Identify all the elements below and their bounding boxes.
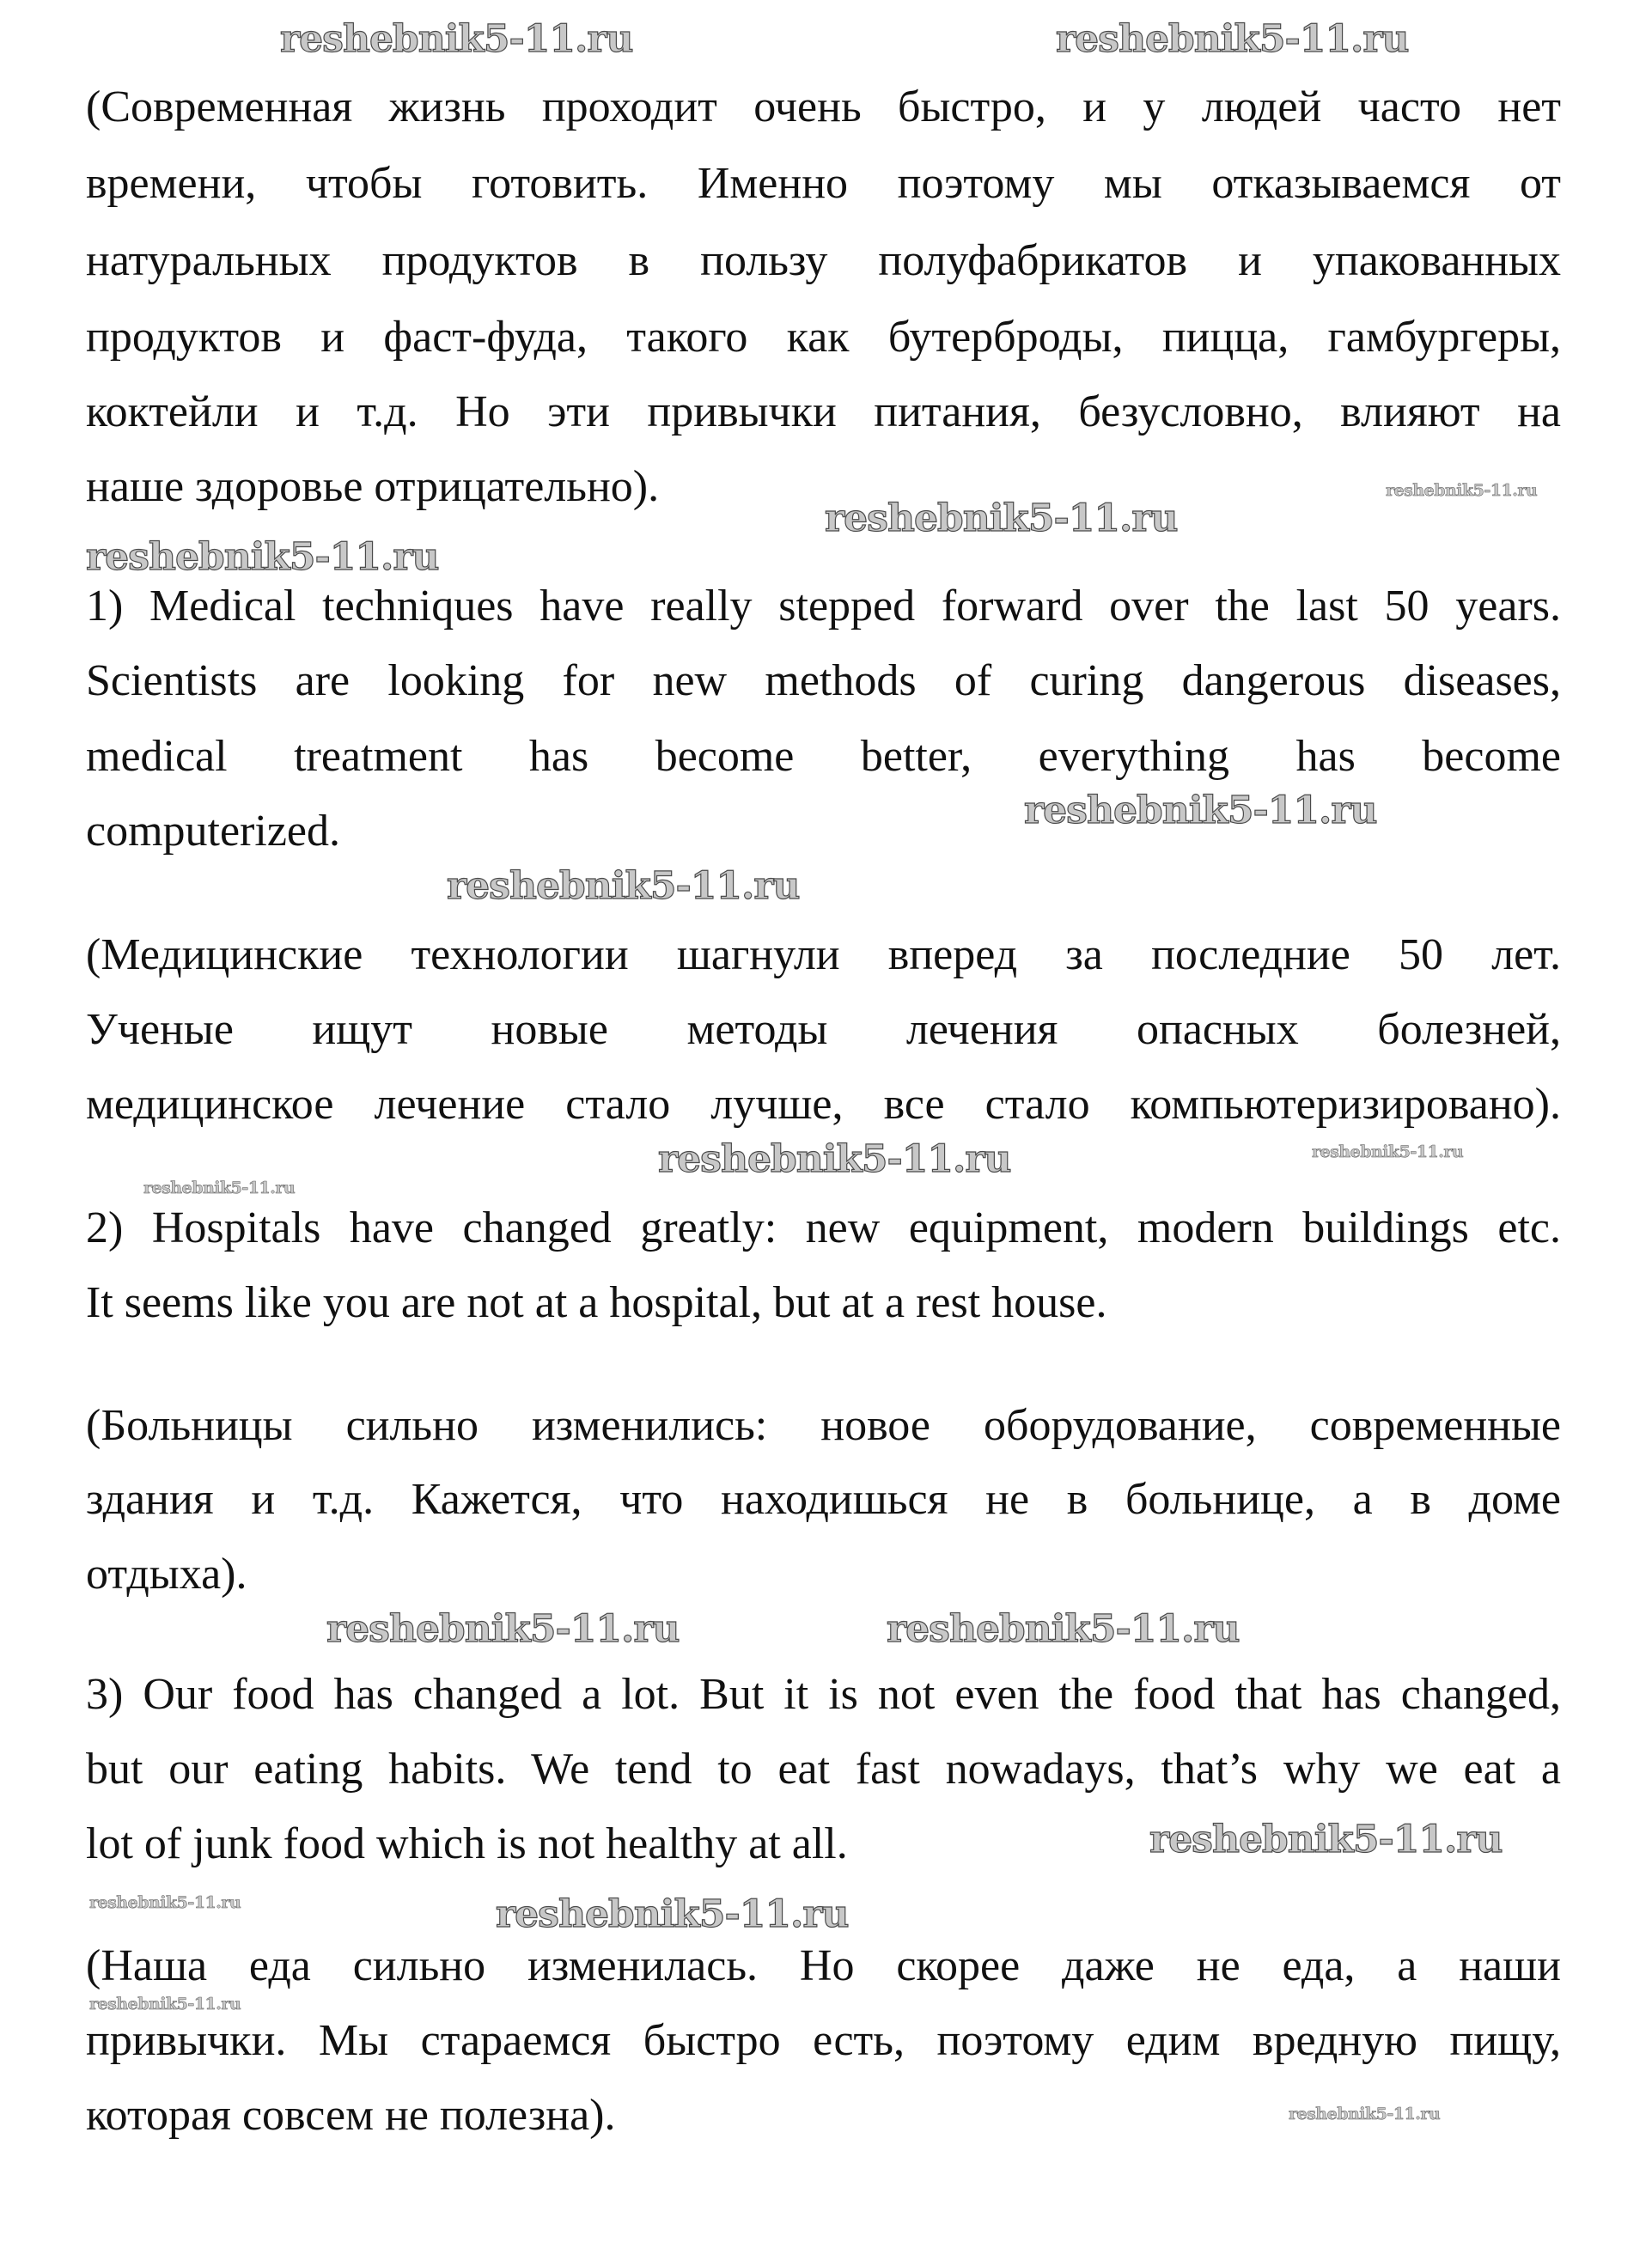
watermark: reshebnik5-11.ru (1024, 789, 1377, 832)
watermark: reshebnik5-11.ru (496, 1892, 849, 1936)
text-line: натуральных продуктов в пользу полуфабрикатов и упакованных (86, 236, 1561, 285)
text-line: It seems like you are not at a hospital, but at a rest house. (86, 1278, 1107, 1327)
watermark: reshebnik5-11.ru (326, 1607, 680, 1651)
text-line: but our eating habits. We tend to eat fast nowadays, that’s why we eat a (86, 1745, 1561, 1794)
watermark-small: reshebnik5-11.ru (89, 1995, 241, 2014)
text-line: computerized. (86, 807, 340, 856)
watermark-small: reshebnik5-11.ru (89, 1893, 241, 1912)
text-line: которая совсем не полезна). (86, 2091, 616, 2140)
text-line: коктейли и т.д. Но эти привычки питания, безусловно, влияют на (86, 387, 1561, 436)
text-line: (Медицинские технологии шагнули вперед за последние 50 лет. (86, 930, 1561, 979)
text-line: Scientists are looking for new methods of curing dangerous diseases, (86, 656, 1561, 705)
text-line: наше здоровье отрицательно). (86, 462, 660, 511)
text-line: 2) Hospitals have changed greatly: new equipment, modern buildings etc. (86, 1203, 1561, 1252)
text-line: (Больницы сильно изменились: новое оборудование, современные (86, 1401, 1561, 1450)
watermark: reshebnik5-11.ru (658, 1137, 1011, 1181)
watermark: reshebnik5-11.ru (447, 864, 800, 908)
watermark-small: reshebnik5-11.ru (143, 1179, 296, 1197)
text-line: здания и т.д. Кажется, что находишься не в больнице, а в доме (86, 1475, 1561, 1524)
text-line: lot of junk food which is not healthy at all. (86, 1819, 848, 1868)
text-line: времени, чтобы готовить. Именно поэтому мы отказываемся от (86, 159, 1561, 208)
watermark-small: reshebnik5-11.ru (1289, 2105, 1441, 2123)
watermark: reshebnik5-11.ru (825, 497, 1178, 540)
text-line: 1) Medical techniques have really stepped forward over the last 50 years. (86, 582, 1561, 631)
text-line: отдыха). (86, 1550, 247, 1599)
text-line: (Современная жизнь проходит очень быстро, и у людей часто нет (86, 82, 1561, 131)
watermark: reshebnik5-11.ru (1149, 1818, 1503, 1861)
text-line: medical treatment has become better, everything has become (86, 732, 1561, 781)
watermark: reshebnik5-11.ru (1056, 17, 1409, 61)
text-line: продуктов и фаст-фуда, такого как бутерброды, пицца, гамбургеры, (86, 313, 1561, 362)
text-line: привычки. Мы стараемся быстро есть, поэтому едим вредную пищу, (86, 2016, 1561, 2065)
text-line: медицинское лечение стало лучше, все стало компьютеризировано). (86, 1080, 1561, 1129)
text-line: Ученые ищут новые методы лечения опасных болезней, (86, 1005, 1561, 1054)
watermark: reshebnik5-11.ru (887, 1607, 1240, 1651)
watermark: reshebnik5-11.ru (86, 535, 439, 579)
watermark-small: reshebnik5-11.ru (1386, 481, 1538, 500)
text-line: 3) Our food has changed a lot. But it is not even the food that has changed, (86, 1670, 1561, 1719)
text-line: (Наша еда сильно изменилась. Но скорее даже не еда, а наши (86, 1941, 1561, 1990)
watermark-small: reshebnik5-11.ru (1312, 1142, 1464, 1161)
watermark: reshebnik5-11.ru (280, 17, 633, 61)
